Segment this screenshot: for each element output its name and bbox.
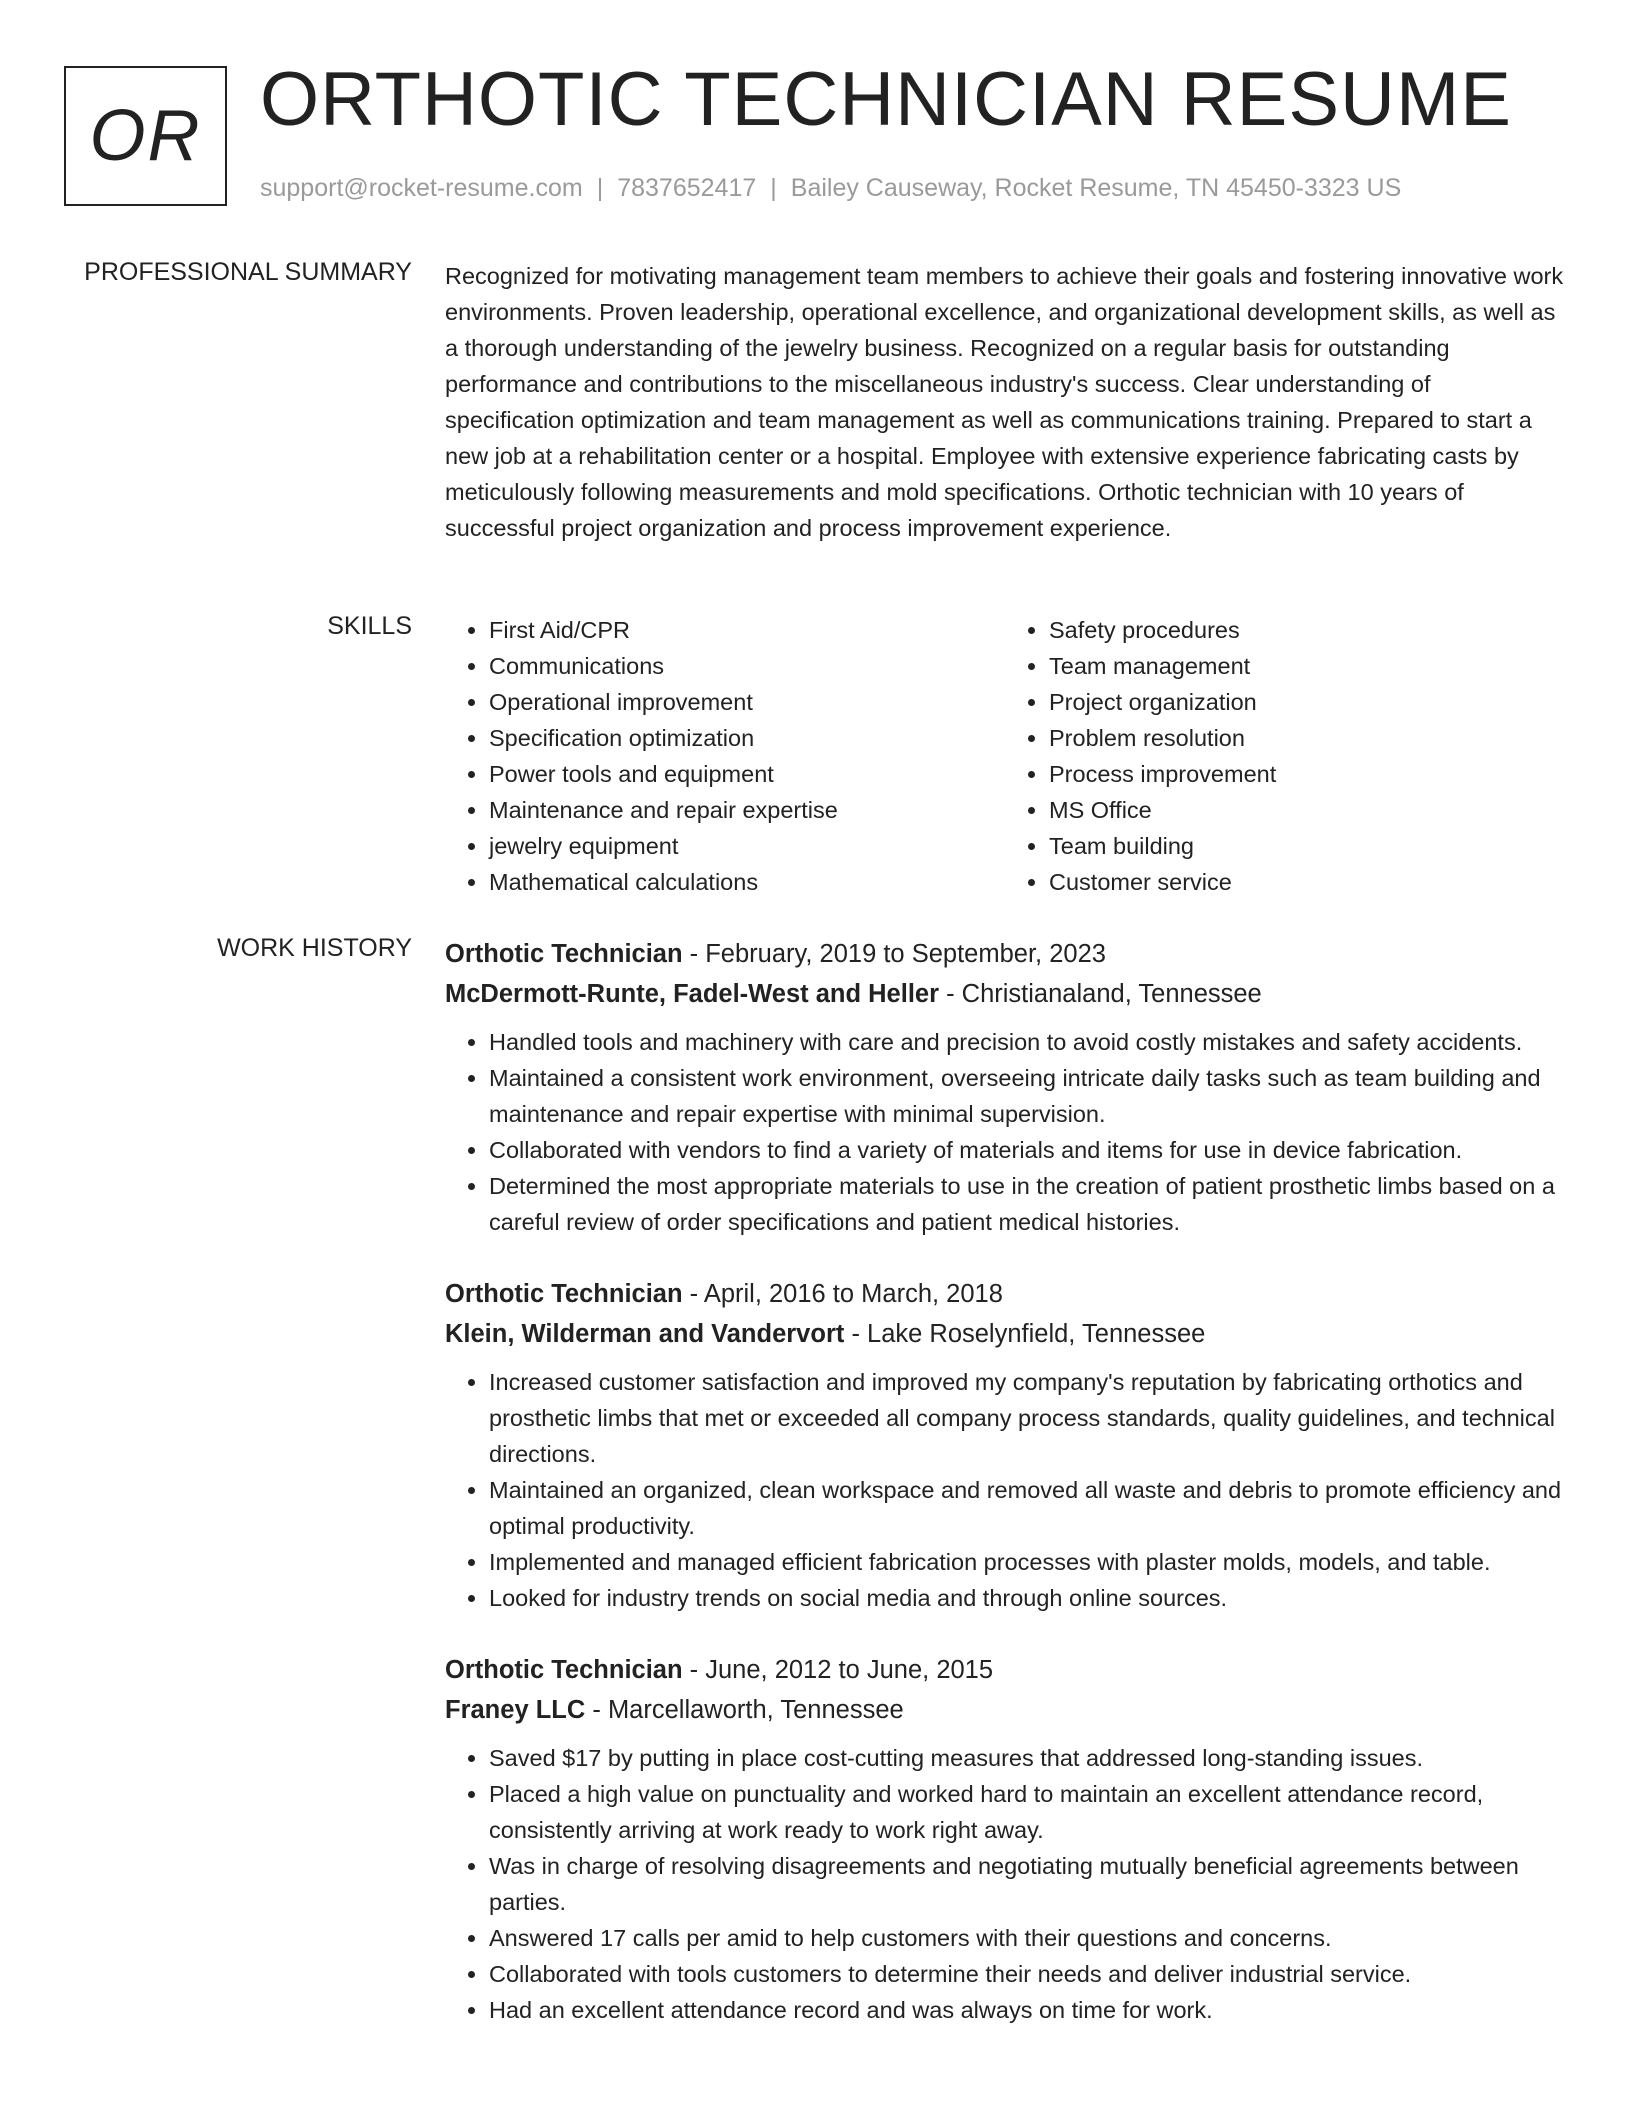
skill-item: • Maintenance and repair expertise	[489, 792, 1005, 828]
job-title: Orthotic Technician	[445, 1656, 683, 1684]
monogram-logo: OR	[64, 66, 227, 206]
job-bullet: • Collaborated with tools customers to determine their needs and deliver industrial service.	[489, 1956, 1565, 1992]
job-entry	[445, 934, 1565, 1240]
contact-address: Bailey Causeway, Rocket Resume, TN 45450-3323 US	[790, 174, 1402, 202]
skill-item: • First Aid/CPR	[489, 612, 1005, 648]
section-heading: PROFESSIONAL SUMMARY	[84, 258, 412, 286]
section-heading: WORK HISTORY	[217, 934, 412, 962]
skill-item: • Specification optimization	[489, 720, 1005, 756]
job-dates: - April, 2016 to March, 2018	[682, 1280, 1003, 1308]
skill-item: • Team building	[1049, 828, 1565, 864]
job-bullet: • Determined the most appropriate materials to use in the creation of patient prosthetic limbs based on a careful review of order specifications and patient medical histories.	[489, 1168, 1565, 1240]
contact-separator: |	[596, 174, 604, 202]
skill-item: • MS Office	[1049, 792, 1565, 828]
skill-item: • Communications	[489, 648, 1005, 684]
job-bullet: • Was in charge of resolving disagreements and negotiating mutually beneficial agreements between parties.	[489, 1848, 1565, 1920]
skills-list-left	[445, 612, 1005, 900]
job-company: Franey LLC	[445, 1696, 586, 1724]
job-bullets	[445, 1024, 1565, 1240]
skill-item: • Process improvement	[1049, 756, 1565, 792]
job-dates: - June, 2012 to June, 2015	[682, 1656, 994, 1684]
job-bullet: • Placed a high value on punctuality and worked hard to maintain an excellent attendance record, consistently arriving at work ready to work right away.	[489, 1776, 1565, 1848]
job-bullet: • Handled tools and machinery with care and precision to avoid costly mistakes and safety accidents.	[489, 1024, 1565, 1060]
job-company: Klein, Wilderman and Vandervort	[445, 1320, 845, 1348]
skill-item: • Safety procedures	[1049, 612, 1565, 648]
resume-title: ORTHOTIC TECHNICIAN RESUME	[260, 57, 1512, 142]
job-bullet: • Saved $17 by putting in place cost-cutting measures that addressed long-standing issues.	[489, 1740, 1565, 1776]
job-bullets	[445, 1740, 1565, 2028]
summary-text: Recognized for motivating management team members to achieve their goals and fostering innovative work environments. Proven leadership, operational excellence, and organizational development skills, as well as a thorough understanding of the jewelry business. Recognized on a regular basis for outstanding performance and contributions to the miscellaneous industry's success. Clear understanding of specification optimization and team management as well as communications training. Prepared to start a new job at a rehabilitation center or a hospital. Employee with extensive experience fabricating casts by meticulously following measurements and mold specifications. Orthotic technician with 10 years of successful project organization and process improvement experience.	[445, 263, 1564, 541]
job-title: Orthotic Technician	[445, 1280, 683, 1308]
job-entry	[445, 1650, 1565, 2028]
job-bullet: • Answered 17 calls per amid to help customers with their questions and concerns.	[489, 1920, 1565, 1956]
job-company: McDermott-Runte, Fadel-West and Heller	[445, 980, 940, 1008]
contact-line	[260, 174, 1401, 203]
job-bullet: • Collaborated with vendors to find a variety of materials and items for use in device fabrication.	[489, 1132, 1565, 1168]
skill-item: • Operational improvement	[489, 684, 1005, 720]
skill-item: • Project organization	[1049, 684, 1565, 720]
skills-list-right	[1005, 612, 1565, 900]
skill-item: • Team management	[1049, 648, 1565, 684]
job-bullet: • Implemented and managed efficient fabrication processes with plaster molds, models, and table.	[489, 1544, 1565, 1580]
job-location: - Marcellaworth, Tennessee	[585, 1696, 904, 1724]
job-location: - Christianaland, Tennessee	[939, 980, 1262, 1008]
skill-item: • Power tools and equipment	[489, 756, 1005, 792]
skill-item: • jewelry equipment	[489, 828, 1005, 864]
job-location: - Lake Roselynfield, Tennessee	[844, 1320, 1206, 1348]
skill-item: • Customer service	[1049, 864, 1565, 900]
job-bullet: • Had an excellent attendance record and was always on time for work.	[489, 1992, 1565, 2028]
section-heading: SKILLS	[327, 612, 412, 640]
job-entry	[445, 1274, 1565, 1616]
job-title: Orthotic Technician	[445, 940, 683, 968]
contact-separator: |	[770, 174, 777, 202]
skill-item: • Problem resolution	[1049, 720, 1565, 756]
skill-item: • Mathematical calculations	[489, 864, 1005, 900]
job-bullet: • Increased customer satisfaction and improved my company's reputation by fabricating orthotics and prosthetic limbs that met or exceeded all company process standards, quality guidelines, and technical directions.	[489, 1364, 1565, 1472]
contact-email[interactable]: support@rocket-resume.com	[260, 174, 583, 202]
job-bullet: • Maintained an organized, clean workspace and removed all waste and debris to promote efficiency and optimal productivity.	[489, 1472, 1565, 1544]
job-bullet: • Maintained a consistent work environment, overseeing intricate daily tasks such as team building and maintenance and repair expertise with minimal supervision.	[489, 1060, 1565, 1132]
contact-phone[interactable]: 7837652417	[617, 174, 757, 202]
job-bullet: • Looked for industry trends on social media and through online sources.	[489, 1580, 1565, 1616]
job-dates: - February, 2019 to September, 2023	[682, 940, 1106, 968]
job-bullets	[445, 1364, 1565, 1616]
